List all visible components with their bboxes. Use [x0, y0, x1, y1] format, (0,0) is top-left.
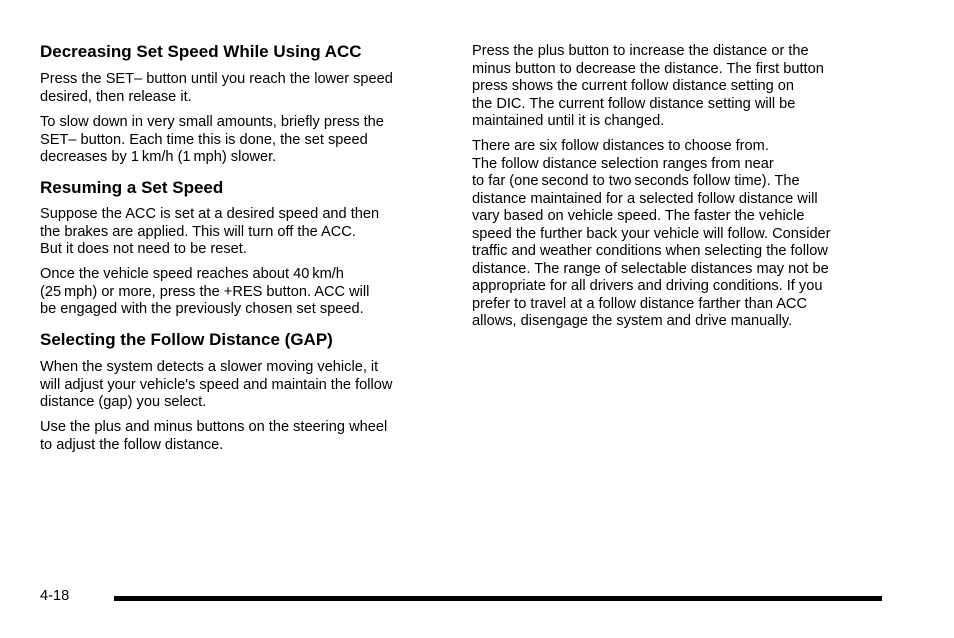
footer-rule — [114, 596, 882, 601]
text-line: to adjust the follow distance. — [40, 436, 224, 453]
text-line: prefer to travel at a follow distance farther than ACC — [472, 295, 808, 312]
section-heading-resuming-set-speed: Resuming a Set Speed — [40, 178, 224, 197]
paragraph-follow-distance-range — [472, 138, 831, 331]
text-line: When the system detects a slower moving vehicle, it — [40, 359, 379, 375]
paragraph-follow-distance-buttons — [472, 43, 824, 131]
text-line: (25 mph) or more, press the +RES button. ACC will — [40, 283, 370, 300]
text-line: speed the further back your vehicle will follow. Consider — [472, 225, 831, 242]
text-line: the brakes are applied. This will turn off the ACC. — [40, 223, 356, 240]
text-line: To slow down in very small amounts, briefly press the — [40, 114, 384, 130]
text-line: maintained until it is changed. — [472, 113, 665, 129]
text-line: Once the vehicle speed reaches about 40 km/h — [40, 266, 344, 282]
paragraph-resuming-1 — [40, 206, 379, 259]
text-line: press shows the current follow distance setting on — [472, 78, 795, 94]
paragraph-resuming-2 — [40, 266, 369, 319]
text-line: be engaged with the previously chosen set speed. — [40, 301, 364, 317]
text-line: SET– button. Each time this is done, the set speed — [40, 131, 368, 148]
text-line: distance maintained for a selected follow distance will — [472, 190, 818, 207]
text-line: Suppose the ACC is set at a desired speed and then — [40, 206, 380, 222]
text-line: appropriate for all drivers and driving conditions. If you — [472, 278, 823, 294]
paragraph-gap-2 — [40, 419, 387, 454]
paragraph-decreasing-2 — [40, 114, 384, 167]
paragraph-decreasing-1 — [40, 71, 393, 106]
section-heading-decreasing-set-speed: Decreasing Set Speed While Using ACC — [40, 42, 362, 61]
text-line: will adjust your vehicle's speed and maintain the follow — [40, 376, 393, 393]
text-line: to far (one second to two seconds follow time). The — [472, 173, 800, 189]
text-line: There are six follow distances to choose from. — [472, 138, 769, 154]
text-line: desired, then release it. — [40, 88, 192, 105]
text-line: allows, disengage the system and drive manually. — [472, 313, 793, 329]
text-line: distance (gap) you select. — [40, 394, 207, 410]
text-line: Press the plus button to increase the distance or the — [472, 43, 809, 59]
paragraph-gap-1 — [40, 359, 392, 412]
text-line: the DIC. The current follow distance setting will be — [472, 95, 796, 112]
text-line: Press the SET– button until you reach the lower speed — [40, 71, 393, 87]
text-line: traffic and weather conditions when selecting the follow — [472, 243, 828, 259]
text-line: But it does not need to be reset. — [40, 241, 247, 257]
page-number: 4-18 — [40, 588, 70, 604]
text-line: minus button to decrease the distance. The first button — [472, 60, 824, 77]
text-line: The follow distance selection ranges from near — [472, 155, 774, 172]
text-line: distance. The range of selectable distances may not be — [472, 260, 829, 277]
text-line: vary based on vehicle speed. The faster the vehicle — [472, 208, 805, 224]
section-heading-selecting-follow-distance: Selecting the Follow Distance (GAP) — [40, 330, 333, 349]
text-line: decreases by 1 km/h (1 mph) slower. — [40, 149, 277, 165]
text-line: Use the plus and minus buttons on the steering wheel — [40, 419, 388, 435]
